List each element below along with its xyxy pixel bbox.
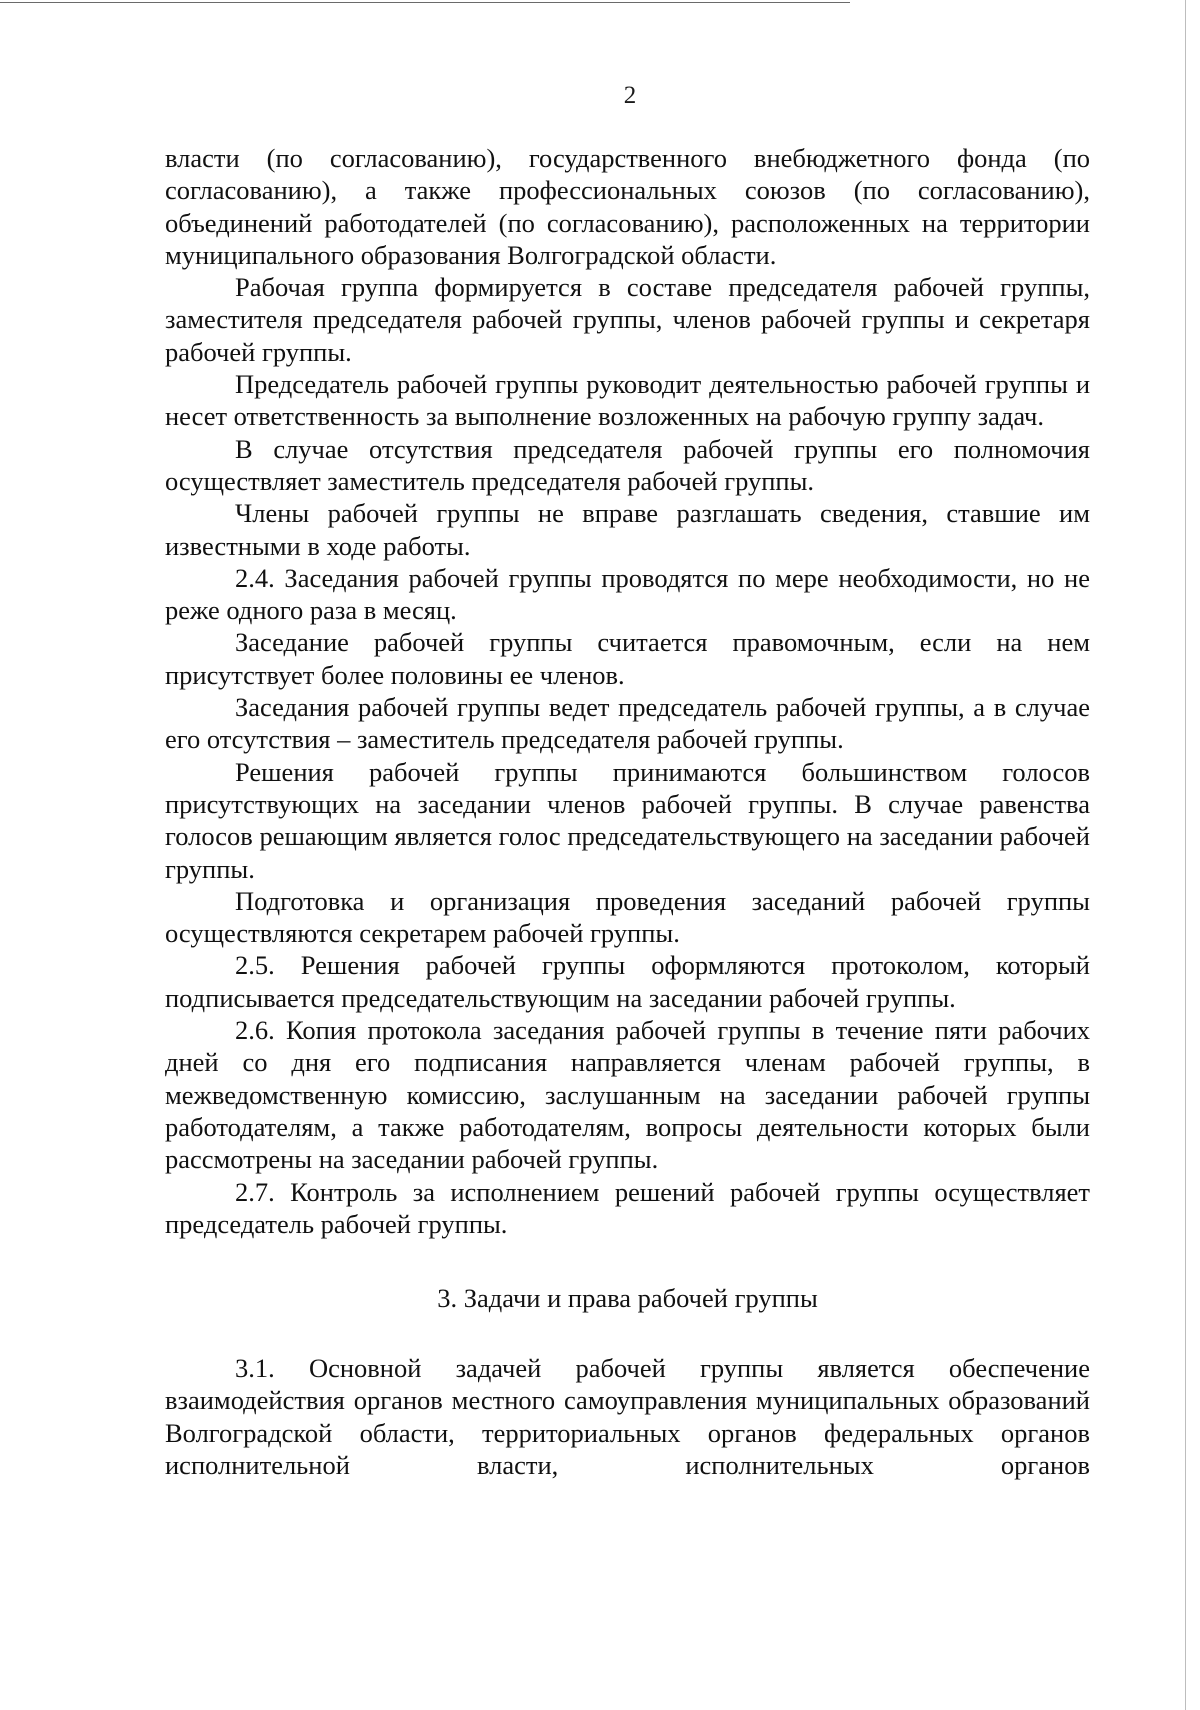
paragraph-continuation: власти (по согласованию), государственного внебюджетного фонда (по согласованию), а также профессиональных союзов (по согласованию), объединений работодателей (по согласованию), расположенных на территории муниципального образования Волгоградской области. — [165, 143, 1090, 270]
paragraph-3-1: 3.1. Основной задачей рабочей группы является обеспечение взаимодействия органов местного самоуправления муниципальных образований Волгоградской области, территориальных органов федеральных органов исполнительной власти, исполнительных органов — [165, 1353, 1090, 1480]
paragraph-secretary: Подготовка и организация проведения заседаний рабочей группы осуществляются секретарем рабочей группы. — [165, 885, 1090, 949]
paragraph-2-5: 2.5. Решения рабочей группы оформляются протоколом, который подписывается председательствующим на заседании рабочей группы. — [165, 950, 1090, 1013]
scan-right-edge — [1185, 0, 1186, 1710]
page-number: 2 — [623, 82, 637, 109]
paragraph-2-6: 2.6. Копия протокола заседания рабочей группы в течение пяти рабочих дней со дня его подписания направляется членам рабочей группы, в межведомственную комиссию, заслушанным на заседании рабочей группы работодателям, а также работодателям, вопросы деятельности которых были рассмотрены на заседании рабочей группы. — [165, 1015, 1090, 1175]
paragraph-2-4: 2.4. Заседания рабочей группы проводятся по мере необходимости, но не реже одного раза в месяц. — [165, 562, 1090, 626]
paragraph-chairman-duties: Председатель рабочей группы руководит деятельностью рабочей группы и несет ответственность за выполнение возложенных на рабочую группу задач. — [165, 369, 1090, 432]
paragraph-meeting-lead: Заседания рабочей группы ведет председатель рабочей группы, а в случае его отсутствия – заместитель председателя рабочей группы. — [165, 692, 1090, 755]
paragraph-voting: Решения рабочей группы принимаются большинством голосов присутствующих на заседании членов рабочей группы. В случае равенства голосов решающим является голос председательствующего на заседании рабочей группы. — [165, 756, 1090, 884]
paragraph-quorum: Заседание рабочей группы считается правомочным, если на нем присутствует более половины ее членов. — [165, 627, 1090, 690]
section-heading: 3. Задачи и права рабочей группы — [437, 1283, 818, 1314]
document-body — [165, 142, 1090, 1481]
paragraph-chairman-absence: В случае отсутствия председателя рабочей группы его полномочия осуществляет заместитель председателя рабочей группы. — [165, 433, 1090, 496]
paragraph-2-7: 2.7. Контроль за исполнением решений рабочей группы осуществляет председатель рабочей группы. — [165, 1176, 1090, 1239]
paragraph-confidentiality: Члены рабочей группы не вправе разглашать сведения, ставшие им известными в ходе работы. — [165, 498, 1090, 561]
paragraph-group-composition: Рабочая группа формируется в составе председателя рабочей группы, заместителя председателя рабочей группы, членов рабочей группы и секретаря рабочей группы. — [165, 272, 1090, 367]
scan-top-edge — [0, 2, 850, 3]
